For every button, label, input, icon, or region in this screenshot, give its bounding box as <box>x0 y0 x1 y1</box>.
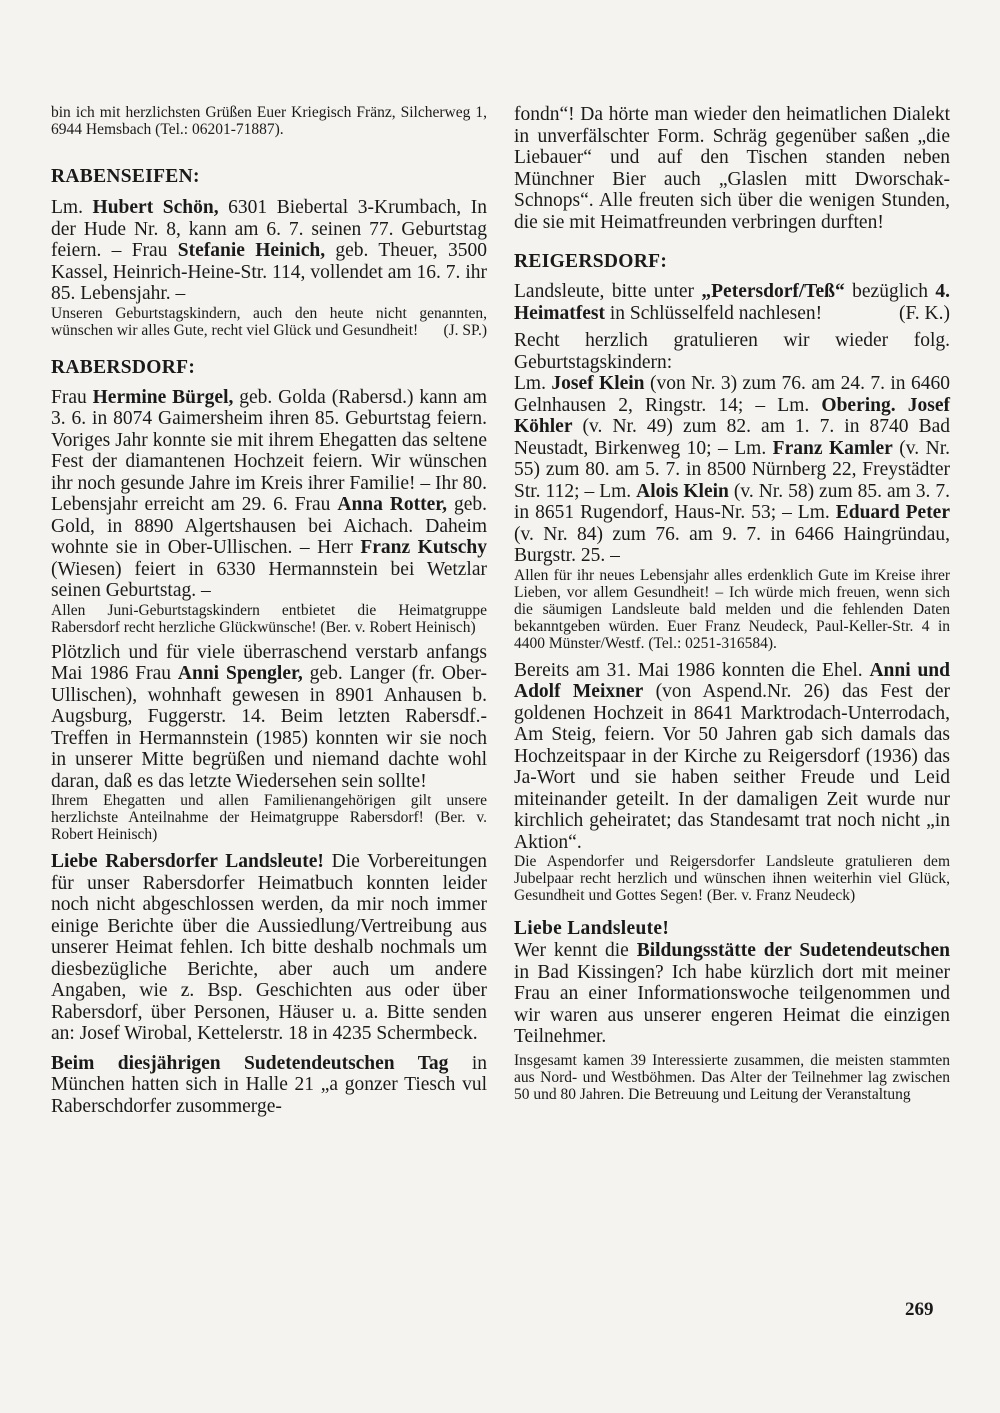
rabenseifen-paragraph: Lm. Hubert Schön, 6301 Biebertal 3-Krumbach, In der Hude Nr. 8, kann am 6. 7. seinen 77. Geburtstag feiern. – Frau Stefanie Heinich, geb. Theuer, 3500 Kassel, Heinrich-Heine-Str. 114, vollendet am 16. 7. ihr 85. Lebensjahr. – <box>51 197 487 304</box>
person-name: Anni und Adolf Meixner <box>514 659 950 702</box>
person-name: Franz Kamler <box>772 437 893 459</box>
person-name: Alois Klein <box>636 480 729 502</box>
left-column <box>51 104 487 1117</box>
person-name: Eduard Peter <box>835 502 950 523</box>
reigersdorf-wishes: Allen für ihr neues Lebensjahr alles erdenklich Gute im Kreise ihrer Lieben, vor allem Gesundheit! – Ich würde mich freuen, wenn sich die säumigen Landsleute bald melden und die fehlenden Daten bekanntgeben würden. Euer Franz Neudeck, Paul-Keller-Str. 4 in 4400 Münster/Westf. (Tel.: 0251-316584). <box>514 566 950 652</box>
tag-lead: Beim diesjährigen Sudetendeutschen Tag <box>51 1052 449 1074</box>
rabersdorf-paragraph-1: Frau Hermine Bürgel, geb. Golda (Rabersd.) kann am 3. 6. in 8074 Gaimersheim ihren 85. Geburtstag feiern. Voriges Jahr konnte sie mit ihrem Ehegatten das seltene Fest der diamantenen Hochzeit feiern. Wir wünschen ihr noch gesunde Jahre im Kreis ihrer Familie! – Ihr 80. Lebensjahr erreicht am 29. 6. Frau Anna Rotter, geb. Gold, in 8890 Algertshausen bei Aichach. Daheim wohnte sie in Ober-Ullischen. – Herr Franz Kutschy (Wiesen) feiert in 6330 Hermannstein bei Wetzlar seinen Geburtstag. – <box>51 386 488 601</box>
heading-reigersdorf: REIGERSDORF: <box>514 251 668 272</box>
appeal-lead: Liebe Rabersdorfer Landsleute! <box>51 851 324 872</box>
bildungsstaette-details: Insgesamt kamen 39 Interessierte zusammen, die meisten stammten aus Nord- und Westböhmen. Das Alter der Teilnehmer lag zwischen 50 und 80 Jahren. Die Betreuung und Leitung der Veranstaltung <box>514 1051 950 1103</box>
reigersdorf-paragraph-1: Landsleute, bitte unter „Petersdorf/Teß“ bezüglich 4. Heimatfest in Schlüsselfeld nachlesen! (F. K.) <box>514 281 950 324</box>
person-name: Anni Spengler, <box>177 663 303 684</box>
signature: (J. SP.) <box>443 321 487 339</box>
reigersdorf-paragraph-2: Recht herzlich gratulieren wir wieder folg. Geburtstagskindern: Lm. Josef Klein (von Nr. 3) zum 76. am 24. 7. in 6460 Gelnhausen 2, Ringstr. 14; – Lm. Obering. Josef Köhler (v. Nr. 49) zum 82. am 1. 7. in 8740 Bad Neustadt, Birkenweg 10; – Lm. Franz Kamler (v. Nr. 55) zum 80. am 5. 7. in 8500 Nürnberg 22, Freystädter Str. 112; – Lm. Alois Klein (v. Nr. 58) zum 85. am 3. 7. in 8651 Rugendorf, Haus-Nr. 53; – Lm. Eduard Peter (v. Nr. 84) zum 76. am 9. 7. in 6466 Haingründau, Burgstr. 25. – <box>514 330 950 566</box>
rabenseifen-wishes: Unseren Geburtstagskindern, auch den heute nicht genannten, wünschen wir alles Gute, recht viel Glück und Gesundheit! (J. SP.) <box>51 304 487 339</box>
page-number: 269 <box>905 1299 934 1320</box>
signature: (F. K.) <box>899 302 950 324</box>
sudetendeutscher-tag-paragraph: Beim diesjährigen Sudetendeutschen Tag in München hatten sich in Halle 21 „a gonzer Tiesch vul Raberschdorfer zusommerge- <box>51 1052 488 1117</box>
rabersdorf-condolence: Ihrem Ehegatten und allen Familienangehörigen gilt unsere herzlichste Anteilnahme der Heimatgruppe Rabersdorf! (Ber. v. Robert Heinisch) <box>51 792 487 843</box>
person-name: Franz Kutschy <box>360 537 487 558</box>
person-name: Stefanie Heinich, <box>177 240 326 261</box>
right-column <box>514 104 950 1103</box>
heading-liebe-landsleute: Liebe Landsleute! <box>514 918 670 939</box>
heading-rabersdorf: RABERSDORF: <box>51 356 196 378</box>
person-name: Hubert Schön, <box>92 197 219 218</box>
bildungsstaette-paragraph: Wer kennt die Bildungsstätte der Sudetendeutschen in Bad Kissingen? Ich habe kürzlich dort mit meiner Frau an einer Informationswoche teilgenommen und wir waren aus unserer engeren Heimat die einzigen Teilnehmer. <box>514 940 951 1047</box>
person-name: Hermine Bürgel, <box>92 386 234 408</box>
golden-wedding-wishes: Die Aspendorfer und Reigersdorfer Landsleute gratulieren dem Jubelpaar recht herzlich und wünschen ihnen weiterhin viel Glück, Gesundheit und Gottes Segen! (Ber. v. Franz Neudeck) <box>514 853 950 904</box>
golden-wedding-paragraph: Bereits am 31. Mai 1986 konnten die Ehel. Anni und Adolf Meixner (von Aspend.Nr. 26) das Fest der goldenen Hochzeit in 8641 Marktrodach-Unterrodach, Am Steig, feiern. Vor 50 Jahren gab sich damals das Hochzeitspaar in der Kirche zu Reigersdorf (1936) das Ja-Wort und sie haben seither Freude und Leid miteinander geteilt. In der damaligen Zeit wurde nur kirchlich geheiratet; das Standesamt trat noch nicht „in Aktion“. <box>514 659 950 853</box>
rabersdorf-wishes: Allen Juni-Geburtstagskindern entbietet die Heimatgruppe Rabersdorf recht herzliche Glückwünsche! (Ber. v. Robert Heinisch) <box>51 601 487 636</box>
person-name: Anna Rotter, <box>337 494 448 515</box>
appeal-paragraph: Liebe Rabersdorfer Landsleute! Die Vorbereitungen für unser Rabersdorfer Heimatbuch konnten leider noch nicht abgeschlossen werden, da mir noch immer einige Berichte über die Aussiedlung/Vertreibung aus unserer Heimat fehlen. Ich bitte deshalb nochmals um diesbezügliche Berichte, aber auch um andere Angaben, wie z. Bsp. Geschichten aus oder über Rabersdorf, über Personen, Häuser u. a. Bitte senden an: Josef Wirobal, Kettelerstr. 18 in 4235 Schermbeck. <box>51 851 487 1044</box>
rabersdorf-paragraph-2: Plötzlich und für viele überraschend verstarb anfangs Mai 1986 Frau Anni Spengler, geb. Langer (fr. Ober-Ullischen), wohnhaft gewesen in 8901 Anhausen b. Augsburg, Fuggerstr. 14. Beim letzten Rabersdf.-Treffen in Hermannstein (1985) konnten wir sie noch in unserer Mitte begrüßen und niemand dachte wohl daran, daß es das letzte Wiedersehen sein sollte! <box>51 641 487 792</box>
continuation-paragraph: fondn“! Da hörte man wieder den heimatlichen Dialekt in unverfälschter Form. Schräg gegenüber saßen „die Liebauer“ und auf den Tischen standen neben Münchner Bier auch „Glaslen mitt Dworschak-Schnops“. Alle freuten sich über die wenigen Stunden, die sie mit Heimatfreunden verbringen durften! <box>514 104 950 233</box>
intro-text: bin ich mit herzlichsten Grüßen Euer Kriegisch Fränz, Silcherweg 1, 6944 Hemsbach (Tel.: 06201-71887). <box>51 104 487 138</box>
person-name: Josef Klein <box>551 373 645 394</box>
person-name: Obering. Josef Köhler <box>514 394 950 437</box>
heading-rabenseifen: RABENSEIFEN: <box>51 166 200 187</box>
